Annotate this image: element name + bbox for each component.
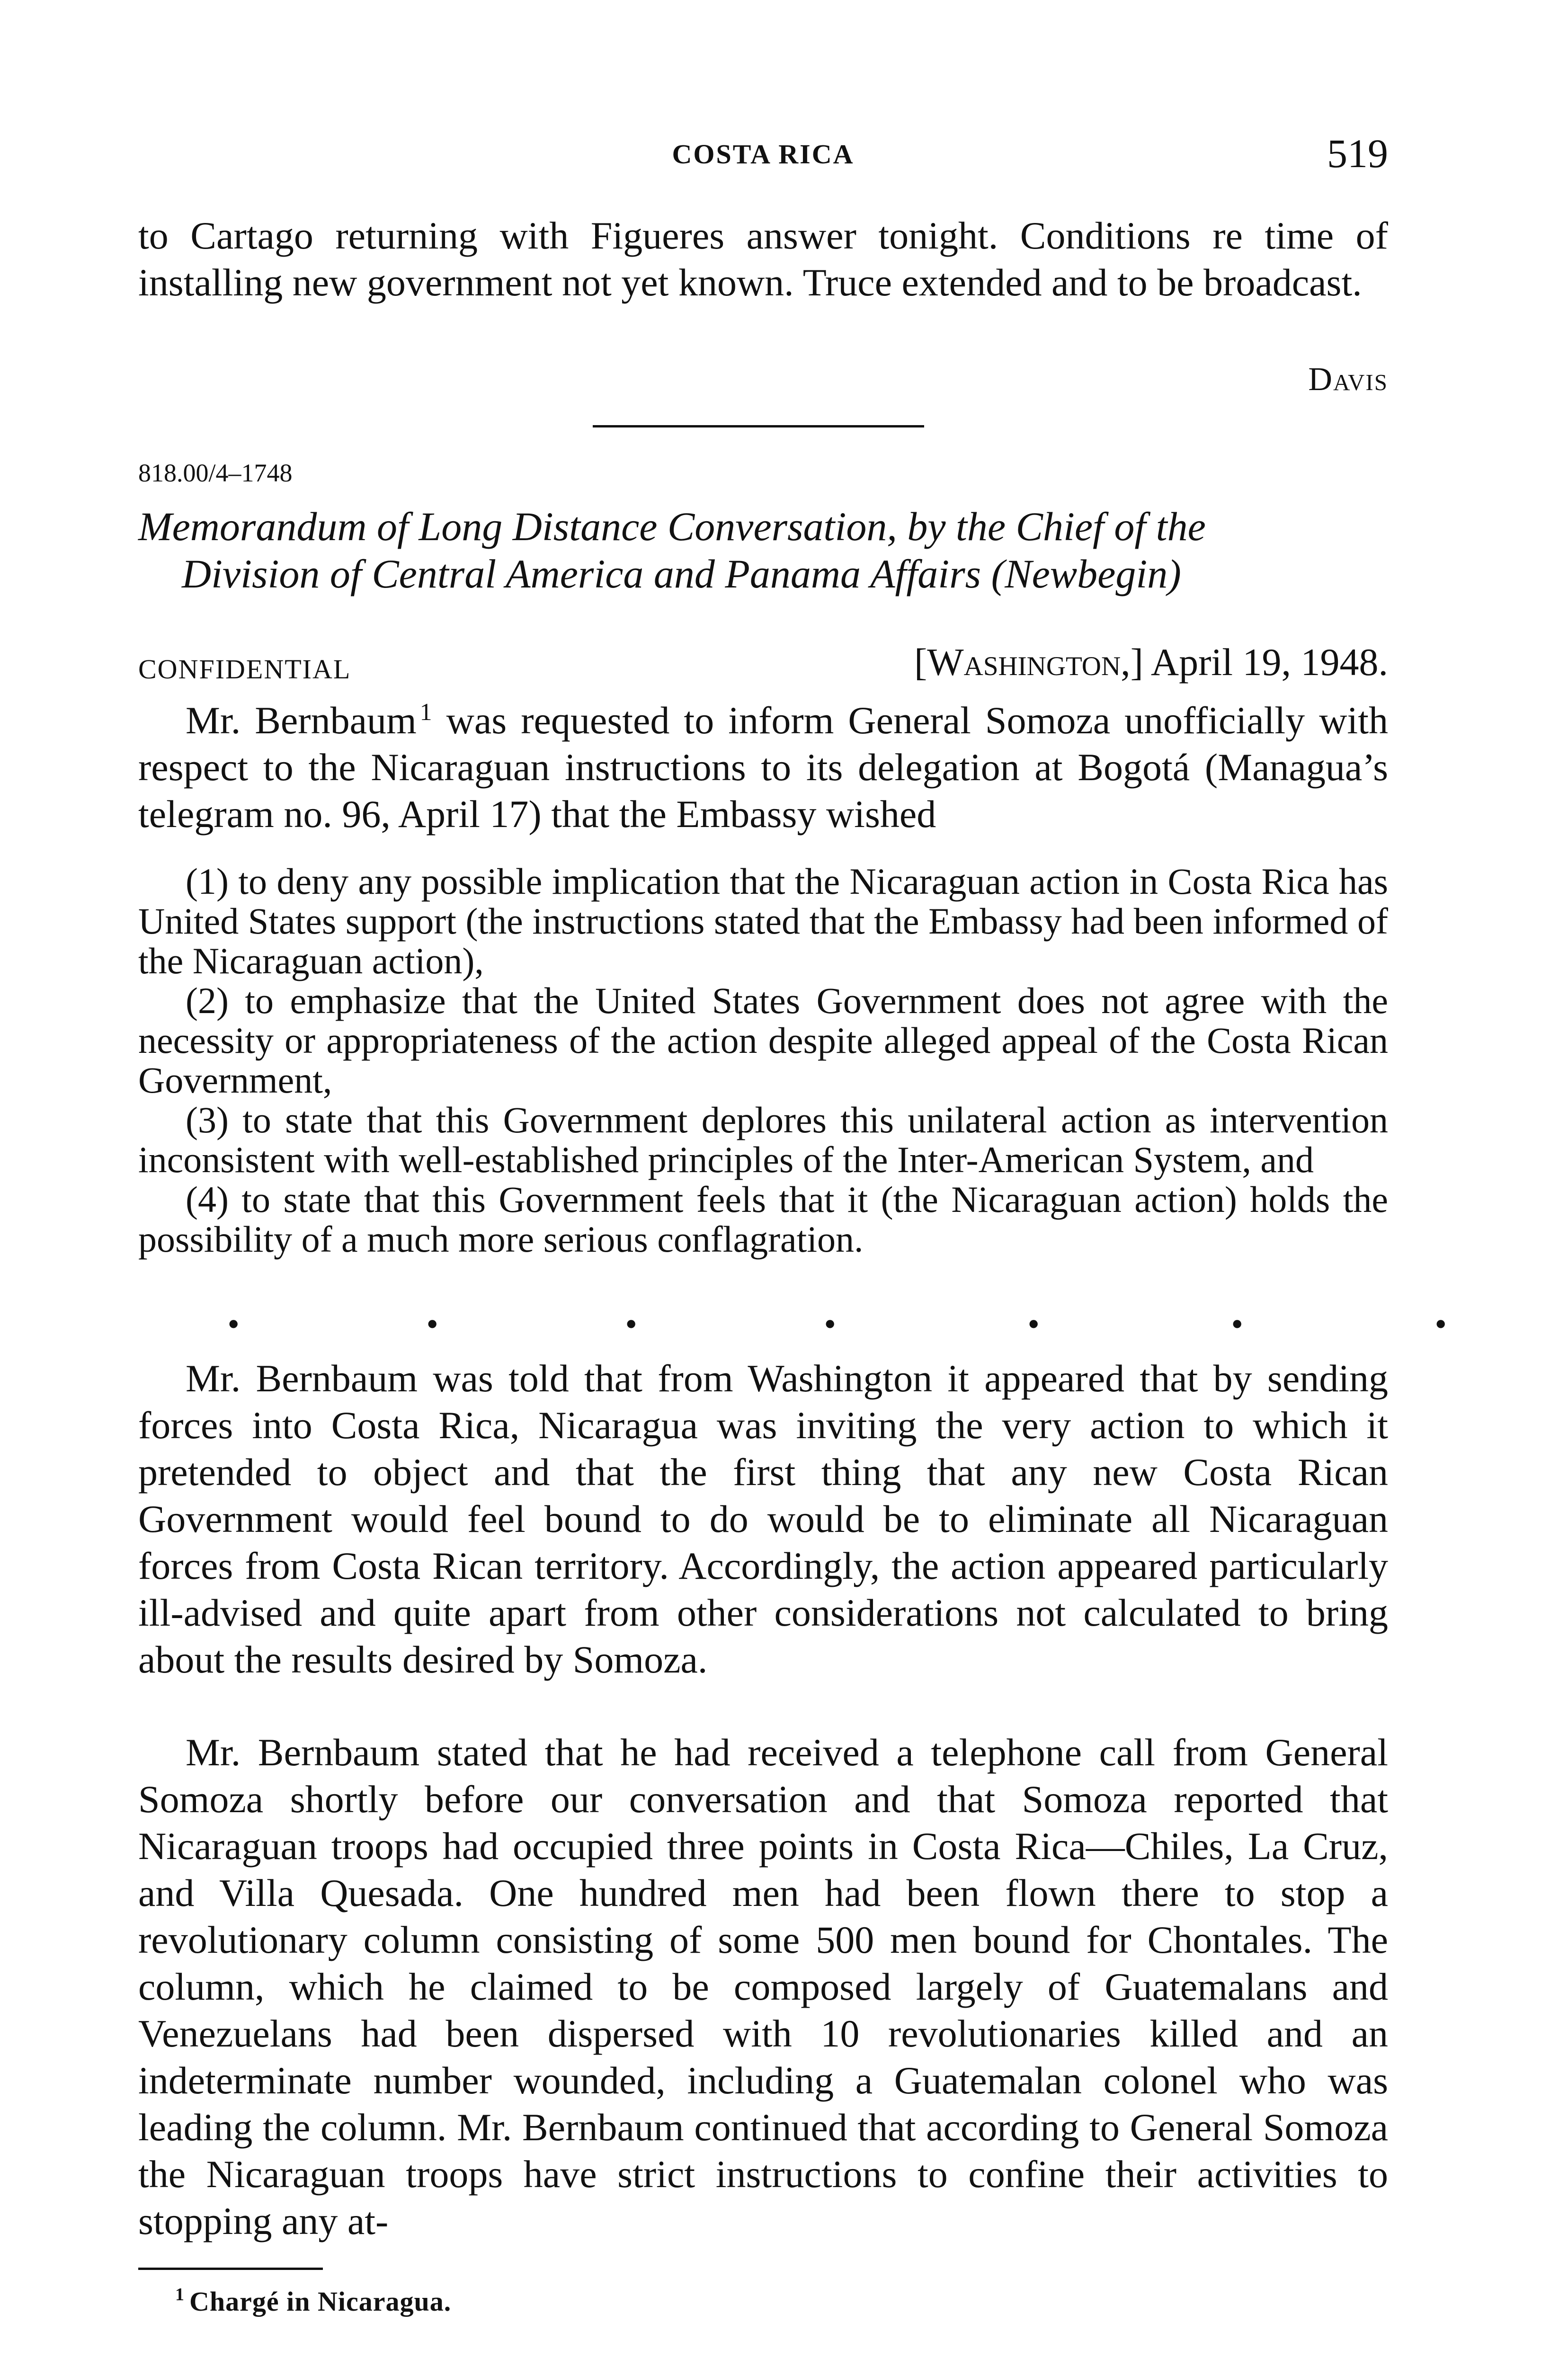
omission-dot: • bbox=[228, 1307, 239, 1341]
list-item: (3) to state that this Government deplores this unilateral action as intervention inconsistent with well-established principles of the Inter-American System, and bbox=[138, 1099, 1388, 1180]
footnote-divider bbox=[138, 2268, 323, 2270]
footnote-reference: 1 bbox=[419, 699, 432, 726]
page-number: 519 bbox=[1327, 131, 1388, 176]
body-paragraph: Mr. Bernbaum stated that he had received a telephone call from General Somoza shortly before our conversation and that Somoza reported that Nicaraguan troops had occupied three points in Costa Rica—Chiles, La Cruz, and Villa Quesada. One hundred men had been flown there to stop a revolutionary column consisting of some 500 men bound for Chontales. The column, which he claimed to be composed largely of Guatemalans and Venezuelans had been dispersed with 10 revolutionaries killed and an indeterminate number wounded, including a Guatemalan colonel who was leading the column. Mr. Bernbaum continued that according to General Somoza the Nicaraguan troops have strict instructions to confine their activities to stopping any at- bbox=[138, 1731, 1388, 2242]
continuation-paragraph: to Cartago returning with Figueres answer tonight. Conditions re time of installing new government not yet known. Truce extended and to be broadcast. bbox=[138, 214, 1388, 304]
document-heading bbox=[138, 503, 1388, 597]
running-header bbox=[138, 133, 1388, 176]
classification-label: CONFIDENTIAL bbox=[138, 654, 351, 685]
list-item: (4) to state that this Government feels that it (the Nicaraguan action) holds the possibility of a much more serious conflagration. bbox=[138, 1179, 1388, 1260]
omission-dot: • bbox=[1232, 1307, 1243, 1341]
omission-dot: • bbox=[626, 1307, 637, 1341]
omission-dot: • bbox=[1435, 1307, 1446, 1341]
instruction-list bbox=[138, 862, 1388, 1259]
dateline-place: [Washington,] bbox=[914, 641, 1143, 684]
omission-dot: • bbox=[427, 1307, 438, 1341]
omission-dot: • bbox=[825, 1307, 836, 1341]
footnote-marker: 1 bbox=[175, 2285, 185, 2305]
body-paragraph: Mr. Bernbaum was told that from Washington it appeared that by sending forces into Costa Rica, Nicaragua was inviting the very action to which it pretended to object and that the first thing that any new Costa Rican Government would feel bound to do would be to eliminate all Nicaraguan forces from Costa Rican territory. Accordingly, the action appeared particularly ill-advised and quite apart from other considerations not calculated to bring about the results desired by Somoza. bbox=[138, 1357, 1388, 1681]
dateline-date: April 19, 1948. bbox=[1150, 641, 1388, 684]
intro-paragraph bbox=[138, 697, 1388, 837]
section-divider bbox=[593, 425, 924, 427]
footnote-text: Chargé in Nicaragua. bbox=[189, 2286, 452, 2317]
footnote bbox=[175, 2286, 451, 2317]
running-title: COSTA RICA bbox=[672, 139, 855, 169]
intro-text-start: Mr. Bernbaum bbox=[186, 699, 417, 742]
list-item: (1) to deny any possible implication that the Nicaraguan action in Costa Rica has United States support (the instructions stated that the Embassy had been informed of the Nicaraguan action), bbox=[138, 861, 1388, 981]
omission-dots bbox=[228, 1307, 1454, 1341]
dateline bbox=[914, 640, 1388, 685]
omission-dot: • bbox=[1028, 1307, 1039, 1341]
list-item: (2) to emphasize that the United States Government does not agree with the necessity or appropriateness of the action despite alleged appeal of the Costa Rican Government, bbox=[138, 980, 1388, 1101]
file-number: 818.00/4–1748 bbox=[138, 459, 293, 487]
heading-line-2: Division of Central America and Panama Affairs (Newbegin) bbox=[182, 551, 1181, 596]
signature: Davis bbox=[1308, 361, 1388, 398]
intro-text-rest: was requested to inform General Somoza unofficially with respect to the Nicaraguan instructions to its delegation at Bogotá (Managua’s telegram no. 96, April 17) that the Embassy wished bbox=[138, 699, 1388, 836]
heading-line-1: Memorandum of Long Distance Conversation, by the Chief of the bbox=[138, 504, 1206, 549]
